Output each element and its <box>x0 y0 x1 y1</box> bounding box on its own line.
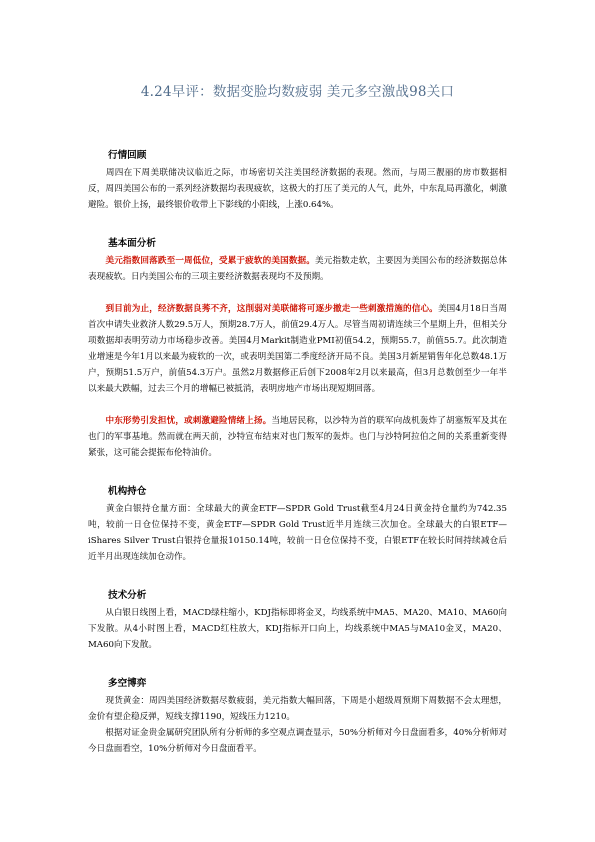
paragraph <box>88 301 507 397</box>
paragraph-text: 当地居民称，以沙特为首的联军向战机轰炸了胡塞叛军及其在也门的军事基地。然而就在两天前，沙特宣布结束对也门叛军的轰炸。也门与沙特阿拉伯之间的关系重新变得紧张，这可能会提振布伦特油价。 <box>88 416 507 458</box>
paragraph <box>88 693 507 725</box>
section-heading: 基本面分析 <box>108 238 156 249</box>
paragraph <box>88 165 507 213</box>
section-heading: 技术分析 <box>108 590 147 601</box>
paragraph-text: 美国4月18日当周首次申请失业救济人数29.5万人，预期28.7万人，前值29.4万人。尽管当周初请连续三个星期上升，但相关分项数据却表明劳动力市场稳步改善。美国4月Markit制造业PMI初值54.2，预期55.7，前值55.7。此次制造业增速是今年1月以来最为疲软的一次，或表明美国第二季度经济开局不良。美国3月新屋销售年化总数48.1万户，预期51.5万户，前值54.3万户。虽然2月数据修正后创下2008年2月以来最高，但3月总数创至少一年半以来最大跌幅，过去三个月的增幅已被抵消，表明房地产市场出现短期回落。 <box>88 304 507 394</box>
paragraph-text: 现货黄金：周四美国经济数据尽数疲弱，美元指数大幅回落，下周是小超级周预期下周数据不会太理想，金价有望企稳反弹，短线支撑1190，短线压力1210。 <box>88 696 507 722</box>
paragraph-text: 根据对证金贵金属研究团队所有分析师的多空观点调查显示，50%分析师对今日盘面看多，40%分析师对今日盘面看空，10%分析师对今日盘面看平。 <box>88 728 507 754</box>
section-heading: 多空博弈 <box>108 678 147 689</box>
section-technical <box>88 587 507 653</box>
paragraph-lead: 美元指数回落跌至一周低位，受累于疲软的美国数据。 <box>88 256 316 266</box>
paragraph-text: 美元指数走软，主要因为美国公布的经济数据总体表现疲软。日内美国公布的三项主要经济数据表现均不及预期。 <box>88 256 507 282</box>
paragraph-text: 黄金白银持仓量方面：全球最大的黄金ETF—SPDR Gold Trust截至4月24日黄金持仓量约为742.35吨，较前一日仓位保持不变，黄金ETF—SPDR Gold Trust近半月连续三次加仓。全球最大的白银ETF—iShares Silver Trust白银持仓量报10150.14吨，较前一日仓位保持不变，白银ETF在较长时间持续减仓后近半月出现连续加仓动作。 <box>88 504 507 562</box>
paragraph <box>88 413 507 461</box>
paragraph-text: 周四在下周美联储决议临近之际，市场密切关注美国经济数据的表现。然而，与周三靓丽的房市数据相反，周四美国公布的一系列经济数据均表现疲软，这极大的打压了美元的人气，此外，中东乱局再激化，刺激避险。银价上扬，最终银价收带上下影线的小阳线，上涨0.64%。 <box>88 168 507 210</box>
paragraph-text: 从白银日线图上看，MACD绿柱缩小，KDJ指标即将金叉，均线系统中MA5、MA20、MA10、MA60向下发散。从4小时图上看，MACD红柱放大，KDJ指标开口向上，均线系统中MA5与MA10金叉，MA20、MA60向下发散。 <box>88 608 507 650</box>
section-heading: 机构持仓 <box>108 486 147 497</box>
section-long-short <box>88 675 507 757</box>
section-market-review <box>88 147 507 213</box>
section-positions <box>88 483 507 565</box>
document-title: 4.24早评：数据变脸均数疲弱 美元多空激战98关口 <box>140 84 455 100</box>
paragraph-lead: 到目前为止，经济数据良莠不齐，这削弱对美联储将可逐步撤走一些刺激措施的信心。 <box>88 304 438 314</box>
paragraph <box>88 253 507 285</box>
section-fundamentals <box>88 235 507 461</box>
paragraph <box>88 725 507 757</box>
paragraph <box>88 501 507 565</box>
section-heading: 行情回顾 <box>108 150 147 161</box>
paragraph-lead: 中东形势引发担忧，或刺激避险情绪上扬。 <box>88 416 272 426</box>
paragraph <box>88 605 507 653</box>
